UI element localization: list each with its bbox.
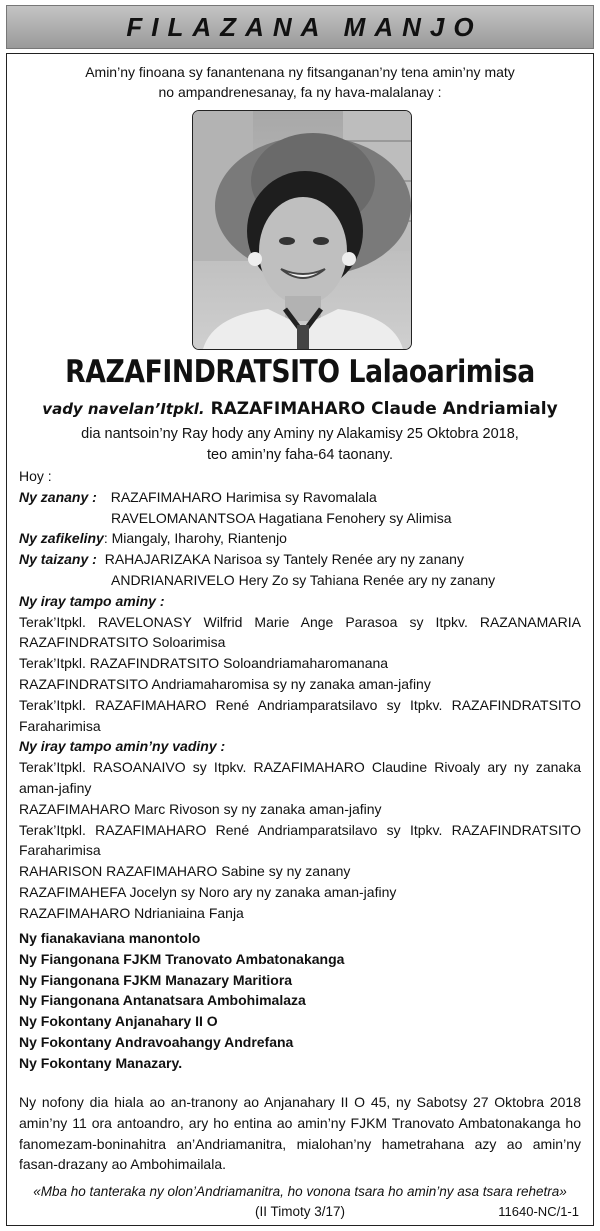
in-law-entry: aman-jafiny <box>19 779 92 796</box>
sibling-entry: Faraharimisa <box>19 717 101 734</box>
children-label: Ny zanany : <box>19 488 97 505</box>
deceased-name: RAZAFINDRATSITO Lalaoarimisa <box>65 354 535 390</box>
organization-entry: Ny fianakaviana manontolo <box>19 930 201 946</box>
intro-line: Amin’ny finoana sy fanantenana ny fitsanganan’ny tena amin’ny maty <box>85 64 515 80</box>
deceased-photo <box>192 110 412 350</box>
sibling-entry: RAZAFINDRATSITO Soloarimisa <box>19 634 226 651</box>
in-law-siblings-label: Ny iray tampo amin’ny vadiny : <box>19 738 226 755</box>
nephew-entry: ANDRIANARIVELO Hery Zo sy Tahiana Renée ary ny zanany <box>111 571 496 588</box>
bible-quote: «Mba ho tanteraka ny olon’Andriamanitra, ho vonona tsara ho amin’ny asa tsara rehetra» <box>33 1184 567 1199</box>
hoy-label: Hoy : <box>19 468 52 484</box>
in-law-entry: RAZAFIMAHEFA Jocelyn sy Noro ary ny zanaka aman-jafiny <box>19 883 397 900</box>
organization-entry: Ny Fokontany Anjanahary II O <box>19 1013 218 1030</box>
siblings-label: Ny iray tampo aminy : <box>19 592 165 609</box>
in-law-entry: Terak’Itpkl. RASOANAIVO sy Itpkv. RAZAFIMAHARO Claudine Rivoaly ary ny zanaka <box>19 759 581 776</box>
child-entry: RAVELOMANANTSOA Hagatiana Fenohery sy Alimisa <box>111 509 452 526</box>
funeral-line: Ny nofony dia hiala ao an-tranony ao Anjanahary II O 45, ny Sabotsy 27 Oktobra 2018 <box>19 1094 581 1110</box>
intro-text <box>0 62 600 102</box>
organization-entry: Ny Fiangonana Antanatsara Ambohimalaza <box>19 992 306 1009</box>
death-notice <box>0 424 600 466</box>
spouse-line <box>0 399 600 419</box>
organization-entry: Ny Fiangonana FJKM Tranovato Ambatonakanga <box>19 950 345 967</box>
nephews-row <box>19 549 581 570</box>
sibling-entry: Terak’Itpkl. RAZAFINDRATSITO Soloandriamaharomanana <box>19 655 389 672</box>
spouse-name: RAZAFIMAHARO Claude Andriamialy <box>210 399 558 419</box>
nephews-label: Ny taizany : <box>19 551 97 568</box>
organization-entry: Ny Fokontany Manazary. <box>19 1054 183 1071</box>
funeral-line: fanomezam-boninahitra an’Andriamanitra, mialohan’ny hametrahana azy ao amin’ny <box>19 1135 581 1152</box>
bible-reference: (II Timoty 3/17) <box>254 1204 346 1219</box>
notice-header <box>6 5 594 49</box>
death-notice-line: teo amin’ny faha-64 taonany. <box>207 447 393 463</box>
grandchildren-label: Ny zafikeliny <box>19 530 104 547</box>
grandchildren-row <box>19 528 581 549</box>
organization-entry: Ny Fiangonana FJKM Manazary Maritiora <box>19 971 293 988</box>
sibling-entry: Terak’Itpkl. RAZAFIMAHARO René Andriamparatsilavo sy Itpkv. RAZAFINDRATSITO <box>19 696 581 713</box>
sibling-entry: Terak’Itpkl. RAVELONASY Wilfrid Marie Ange Parasoa sy Itpkv. RAZANAMARIA <box>19 613 581 630</box>
funeral-details <box>19 1092 581 1175</box>
organizations-list <box>19 928 344 1074</box>
child-entry: RAZAFIMAHARO Harimisa sy Ravomalala <box>110 488 377 505</box>
funeral-line: amin’ny 11 ora antoandro, ary ho entina ao amin’ny FJKM Tranovato Ambatonakanga ho <box>19 1114 581 1131</box>
in-law-entry: Terak’Itpkl. RAZAFIMAHARO René Andriamparatsilavo sy Itpkv. RAZAFINDRATSITO <box>19 821 581 838</box>
notice-title: FILAZANA MANJO <box>126 11 483 42</box>
sibling-entry: RAZAFINDRATSITO Andriamaharomisa sy ny zanaka aman-jafiny <box>19 675 431 692</box>
family-list <box>19 466 581 924</box>
funeral-line: fasan-drazany ao Ambohimailala. <box>19 1156 227 1173</box>
nephew-entry: RAHAJARIZAKA Narisoa sy Tantely Renée ary ny zanany <box>104 551 464 568</box>
notice-code: 11640-NC/1-1 <box>498 1204 579 1219</box>
death-notice-line: dia nantsoin’ny Ray hody any Aminy ny Alakamisy 25 Oktobra 2018, <box>81 426 519 442</box>
grandchildren-names: : Miangaly, Iharohy, Riantenjo <box>103 530 287 547</box>
children-row <box>19 487 581 508</box>
intro-line: no ampandrenesanay, fa ny hava-malalanay : <box>158 84 442 100</box>
in-law-entry: RAZAFIMAHARO Marc Rivoson sy ny zanaka aman-jafiny <box>19 800 382 817</box>
in-law-entry: Faraharimisa <box>19 842 101 859</box>
in-law-entry: RAZAFIMAHARO Ndrianiaina Fanja <box>19 904 244 921</box>
organization-entry: Ny Fokontany Andravoahangy Andrefana <box>19 1033 294 1050</box>
portrait-image <box>193 111 411 349</box>
spouse-prefix: vady navelan’Itpkl. <box>42 400 205 418</box>
in-law-entry: RAHARISON RAZAFIMAHARO Sabine sy ny zanany <box>19 863 351 880</box>
